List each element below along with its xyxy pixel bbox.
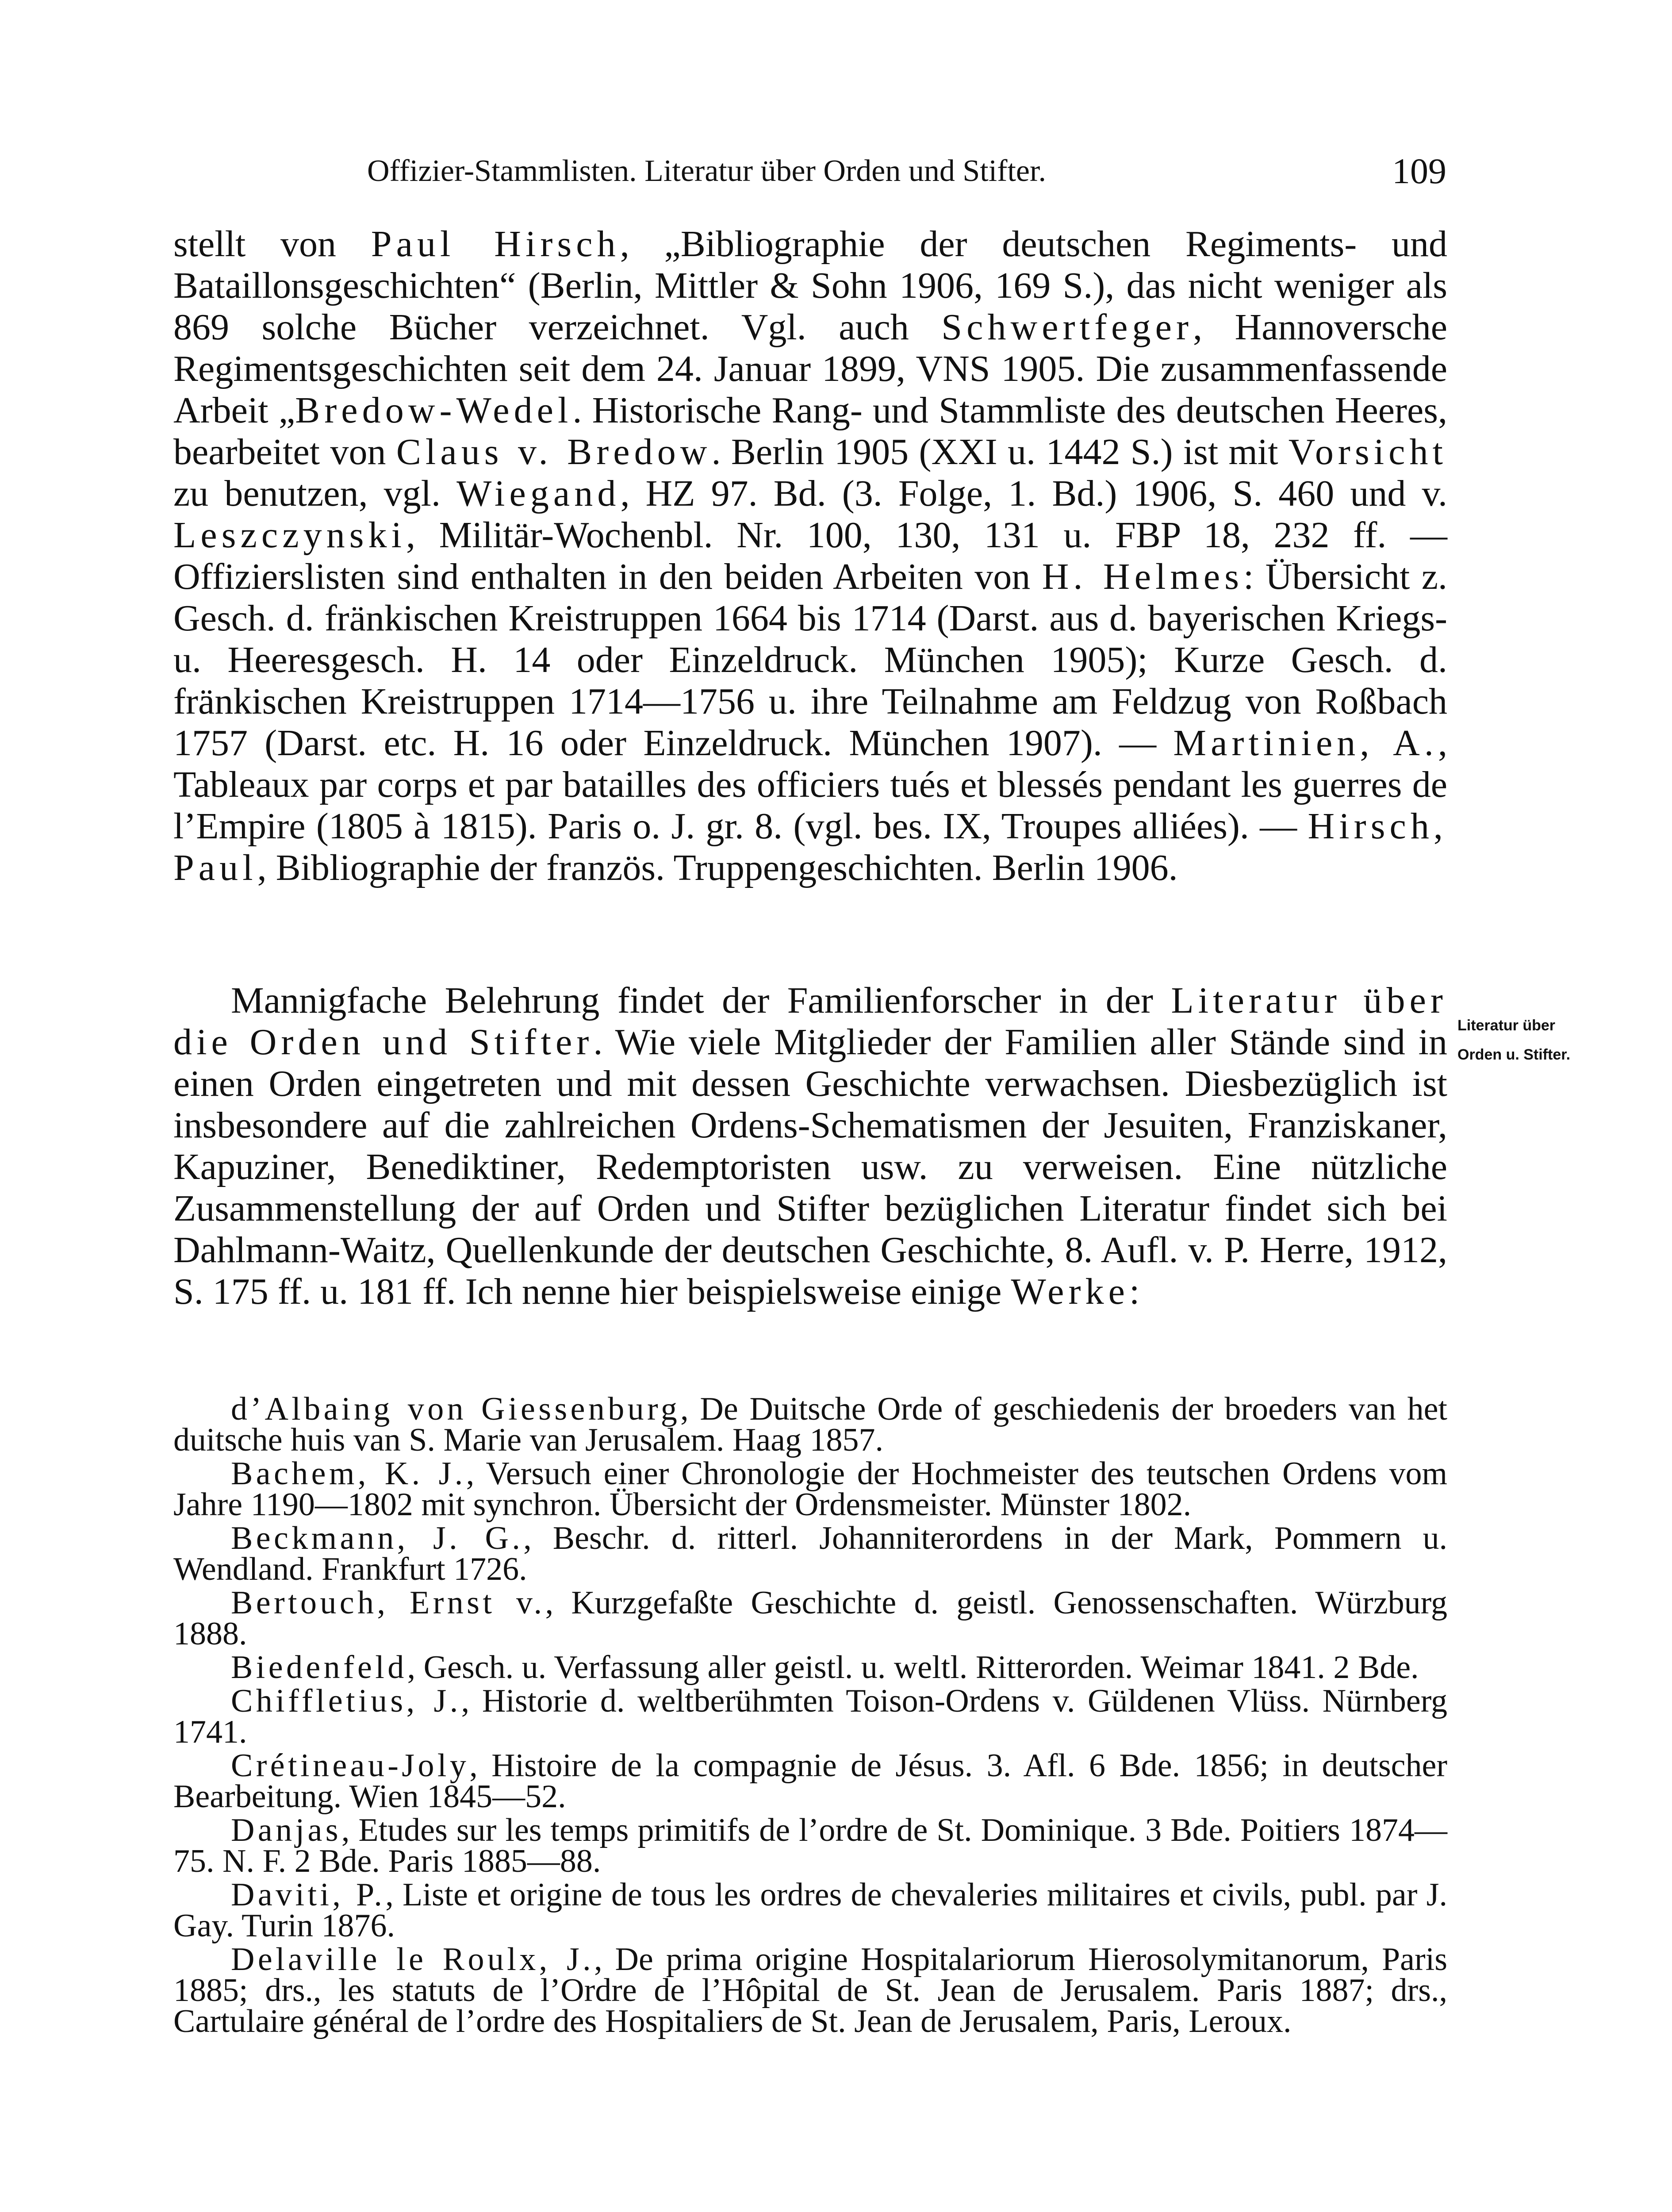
text-segment: stellt von: [173, 223, 371, 265]
spaced-phrase: Literatur über die Orden und Stifter: [173, 980, 1447, 1063]
spaced-name: Bredow-Wedel: [295, 390, 573, 431]
text-segment: :: [1129, 1271, 1140, 1312]
entry-text: , Etudes sur les temps primitifs de l’ordre de St. Dominique. 3 Bde. Poitiers 1874—75. N. F. 2 Bde. Paris 1885—88.: [173, 1812, 1447, 1879]
spaced-name: H. Helmes: [1042, 556, 1244, 597]
bibliography-entry: [173, 1520, 1447, 1587]
entry-text: , Liste et origine de tous les ordres de chevaleries militaires et civils, publ. par J. Gay. Turin 1876.: [173, 1877, 1447, 1944]
entry-author: d’Albaing von Giessenburg: [231, 1391, 681, 1427]
bibliography-entry: [173, 1649, 1447, 1686]
text-segment: , Bibliographie der französ. Truppengeschichten. Berlin 1906.: [257, 847, 1178, 888]
text-segment: , „Bibliographie der deutschen Regiments- und Bataillonsgeschichten“ (Berlin, Mittler & Sohn 1906, 169 S.), das nicht weniger als 869 solche Bücher verzeichnet. Vgl. auch: [173, 223, 1447, 348]
bibliography-entry: [173, 1455, 1447, 1523]
running-title: Offizier-Stammlisten. Literatur über Orden und Stifter.: [367, 154, 1046, 188]
entry-author: Daviti, P.: [231, 1877, 386, 1913]
bibliography-entry: [173, 1585, 1447, 1652]
spaced-name: Schwertfeger: [941, 307, 1193, 348]
spaced-name: Claus v. Bredow: [396, 431, 712, 472]
spaced-word: Werke: [1011, 1271, 1129, 1312]
text-segment: : Übersicht z. Gesch. d. fränkischen Kreistruppen 1664 bis 1714 (Darst. aus d. bayerischen Kriegs- u. Heeresgesch. H. 14 oder Einzeldruck. München 1905); Kurze Gesch. d. fränkischen Kreistruppen 1714—1756 u. ihre Teilnahme am Feldzug von Roßbach 1757 (Darst. etc. H. 16 oder Einzeldruck. München 1907). —: [173, 556, 1447, 764]
entry-text: , Beschr. d. ritterl. Johanniterordens in der Mark, Pommern u. Wendland. Frankfurt 1726.: [173, 1520, 1447, 1587]
text-segment: . Berlin 1905 (XXI u. 1442 S.) ist mit: [711, 431, 1289, 472]
text-segment: , Militär-Wochenbl. Nr. 100, 130, 131 u. FBP 18, 232 ff. — Offizierslisten sind enthalten in den beiden Arbeiten von: [173, 515, 1447, 597]
text-segment: Mannigfache Belehrung findet der Familienforscher in der: [231, 980, 1171, 1021]
text-segment: , HZ 97. Bd. (3. Folge, 1. Bd.) 1906, S. 460 und v.: [620, 473, 1448, 514]
entry-author: Crétineau-Joly: [231, 1747, 470, 1784]
entry-text: , Histoire de la compagnie de Jésus. 3. Afl. 6 Bde. 1856; in deutscher Bearbeitung. Wien 1845—52.: [173, 1747, 1447, 1815]
margin-note-line: Literatur über: [1457, 1017, 1556, 1034]
text-segment: , Hannoversche Regimentsgeschichten seit dem 24. Januar 1899, VNS 1905. Die zusammenfassende Arbeit „: [173, 307, 1447, 431]
entry-author: Beckmann, J. G.: [231, 1520, 524, 1556]
bibliography-list: [173, 1391, 1448, 2039]
spaced-name: Martinien, A.: [1173, 722, 1438, 764]
spaced-word: Vorsicht: [1288, 431, 1448, 472]
entry-text: , Versuch einer Chronologie der Hochmeister des teutschen Ordens vom Jahre 1190—1802 mit synchron. Übersicht der Ordensmeister. Münster 1802.: [173, 1455, 1447, 1523]
bibliography-entry: [173, 1683, 1448, 1750]
paragraph-regiment-histories: [173, 223, 1447, 889]
spaced-name: Hirsch, Paul: [173, 806, 1447, 888]
entry-author: Bertouch, Ernst v.: [231, 1585, 545, 1621]
bibliography-entry: [173, 1877, 1447, 1944]
entry-author: Chiffletius, J.: [231, 1683, 461, 1719]
text-segment: . Wie viele Mitglieder der Familien aller Stände sind in einen Orden eingetreten und mit dessen Geschichte verwachsen. Diesbezüglich ist insbesondere auf die zahlreichen Ordens-Schematismen der Jesuiten, Franziskaner, Kapuziner, Benediktiner, Redemptoristen usw. zu verweisen. Eine nützliche Zusammenstellung der auf Orden und Stifter bezüglichen Literatur findet sich bei Dahlmann-Waitz, Quellenkunde der deutschen Geschichte, 8. Aufl. v. P. Herre, 1912, S. 175 ff. u. 181 ff. Ich nenne hier beispielsweise einige: [173, 1022, 1447, 1312]
margin-note: [1457, 1011, 1648, 1069]
entry-text: , Kurzgefaßte Geschichte d. geistl. Genossenschaften. Würzburg 1888.: [173, 1585, 1447, 1652]
entry-text: , Historie d. weltberühmten Toison-Ordens v. Güldenen Vlüss. Nürnberg 1741.: [173, 1683, 1448, 1750]
bibliography-entry: [173, 1747, 1447, 1815]
spaced-name: Leszczynski: [173, 515, 406, 556]
entry-text: , Gesch. u. Verfassung aller geistl. u. weltl. Ritterorden. Weimar 1841. 2 Bde.: [407, 1649, 1419, 1686]
entry-text: , De prima origine Hospitalariorum Hierosolymitanorum, Paris 1885; drs., les statuts de l’Ordre de l’Hôpital de St. Jean de Jerusalem. Paris 1887; drs., Cartulaire général de l’ordre des Hospitaliers de St. Jean de Jerusalem, Paris, Leroux.: [173, 1941, 1447, 2039]
bibliography-entry: [173, 1391, 1447, 1458]
entry-author: Biedenfeld: [231, 1649, 407, 1686]
margin-note-line: Orden u. Stifter.: [1457, 1046, 1571, 1063]
entry-text: , De Duitsche Orde of geschiedenis der broeders van het duitsche huis van S. Marie van Jerusalem. Haag 1857.: [173, 1391, 1447, 1458]
text-segment: . Historische Rang- und Stammliste des deutschen Heeres, bearbeitet von: [173, 390, 1447, 472]
entry-author: Delaville le Roulx, J.: [231, 1941, 594, 1978]
bibliography-entry: [173, 1812, 1447, 1879]
entry-author: Bachem, K. J.: [231, 1455, 466, 1492]
running-header: [367, 147, 1446, 196]
spaced-name: Wiegand: [456, 473, 621, 514]
bibliography-entry: [173, 1941, 1447, 2039]
text-segment: zu benutzen, vgl.: [173, 473, 457, 514]
text-segment: , Tableaux par corps et par batailles des officiers tués et blessés pendant les guerres de l’Empire (1805 à 1815). Paris o. J. gr. 8. (vgl. bes. IX, Troupes alliées). —: [173, 722, 1447, 847]
paragraph-orders-literature: [173, 980, 1447, 1313]
entry-author: Danjas: [231, 1812, 341, 1848]
page-number: 109: [1392, 151, 1446, 191]
spaced-name: Paul Hirsch: [371, 223, 620, 265]
